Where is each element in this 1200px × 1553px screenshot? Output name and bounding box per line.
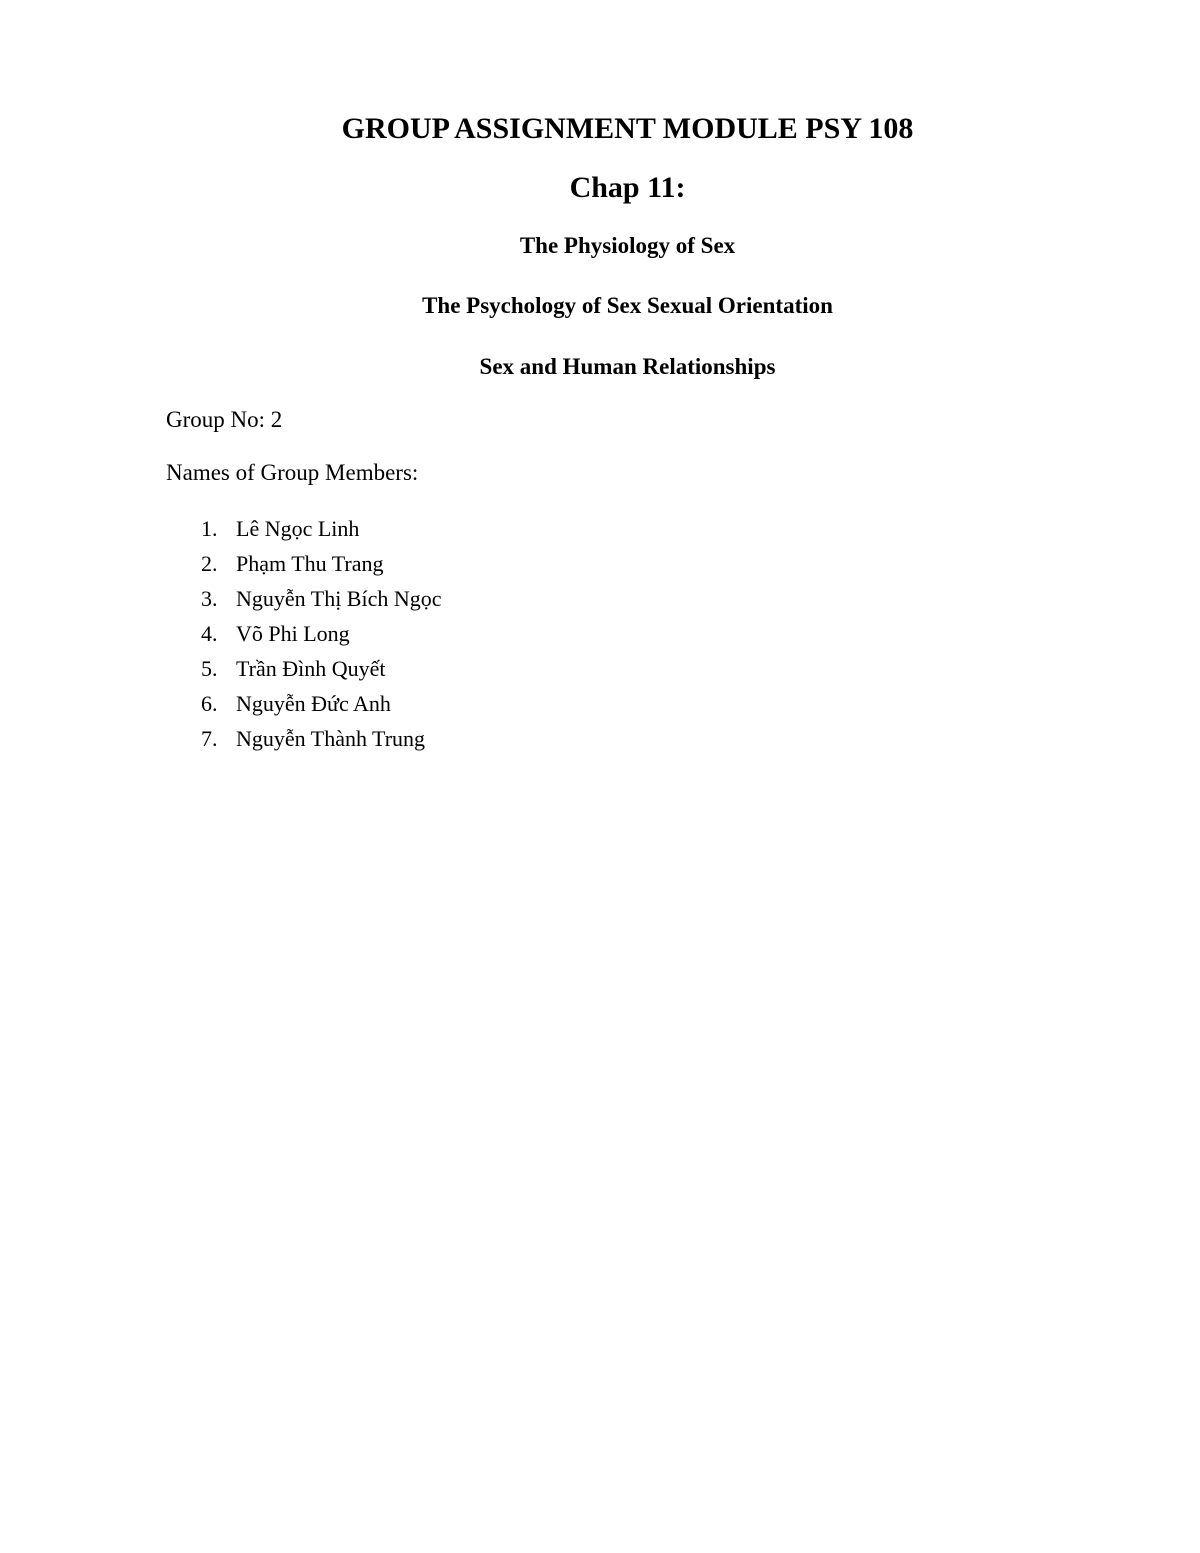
chapter-heading: Chap 11:: [569, 171, 686, 204]
list-item-number: 5.: [201, 656, 218, 681]
list-item-number: 2.: [201, 551, 218, 576]
document-title: GROUP ASSIGNMENT MODULE PSY 108: [341, 112, 914, 145]
topic-heading: The Psychology of Sex Sexual Orientation: [422, 293, 833, 318]
list-item-number: 3.: [201, 586, 218, 611]
list-item-number: 1.: [201, 516, 218, 541]
list-item-number: 7.: [201, 726, 218, 751]
member-name: Lê Ngọc Linh: [236, 516, 360, 541]
member-name: Võ Phi Long: [236, 621, 350, 646]
member-name: Phạm Thu Trang: [236, 551, 384, 576]
topic-heading: Sex and Human Relationships: [479, 354, 776, 379]
topic-heading: The Physiology of Sex: [519, 233, 736, 258]
group-number: Group No: 2: [166, 407, 283, 432]
member-name: Nguyễn Đức Anh: [236, 691, 391, 716]
list-item-number: 4.: [201, 621, 218, 646]
member-name: Nguyễn Thị Bích Ngọc: [236, 586, 442, 611]
members-label: Names of Group Members:: [166, 460, 419, 485]
list-item-number: 6.: [201, 691, 218, 716]
member-name: Nguyễn Thành Trung: [236, 726, 426, 751]
member-name: Trần Đình Quyết: [236, 656, 386, 681]
